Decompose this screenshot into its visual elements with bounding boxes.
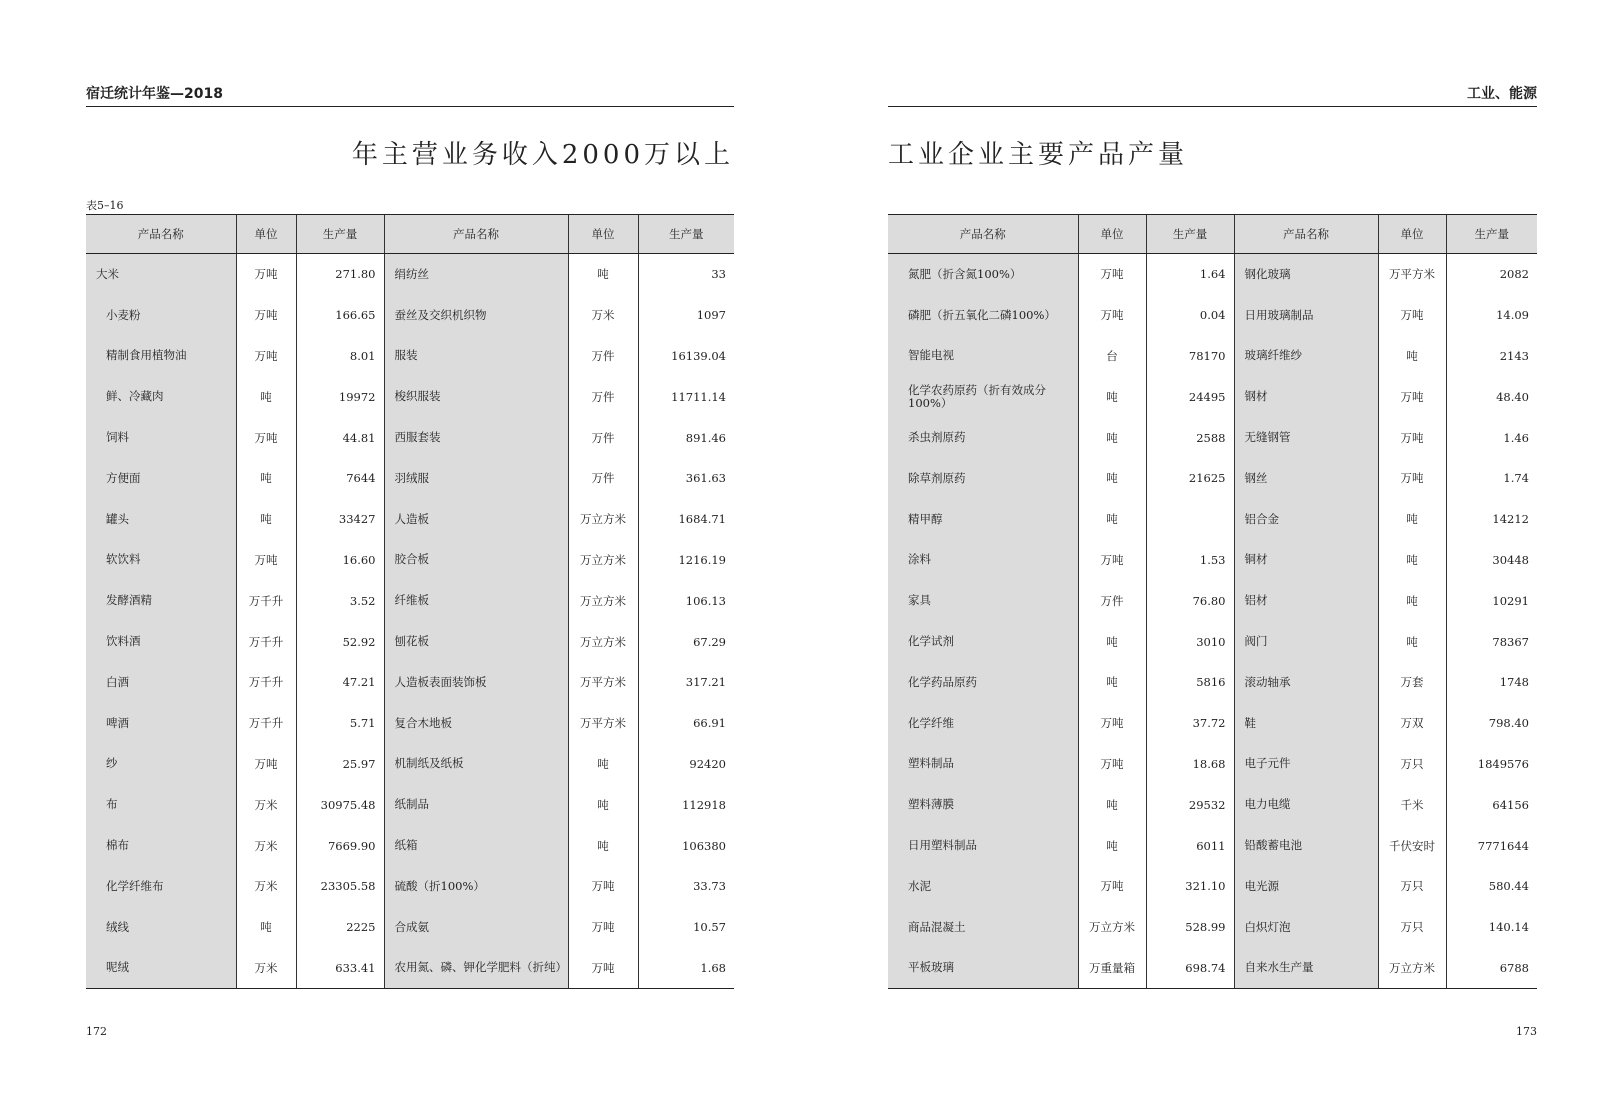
unit-cell: 万米 <box>236 784 296 825</box>
product-name-cell: 平板玻璃 <box>888 948 1078 989</box>
table-row <box>86 907 734 948</box>
unit-cell: 万立方米 <box>1078 907 1146 948</box>
output-value-cell: 30975.48 <box>296 784 384 825</box>
unit-cell: 万吨 <box>568 907 638 948</box>
table-row <box>86 703 734 744</box>
product-name-cell: 电光源 <box>1234 866 1378 907</box>
unit-cell: 万吨 <box>236 336 296 377</box>
product-name-cell: 绒线 <box>86 907 236 948</box>
output-value-cell: 29532 <box>1146 784 1234 825</box>
table-row <box>86 662 734 703</box>
product-name-cell: 无缝钢管 <box>1234 417 1378 458</box>
table-row <box>888 540 1537 581</box>
production-table-left <box>86 214 734 989</box>
col-header-output: 生产量 <box>1446 215 1537 254</box>
unit-cell: 吨 <box>1078 621 1146 662</box>
table-row <box>86 458 734 499</box>
output-value-cell: 271.80 <box>296 254 384 295</box>
product-name-cell: 化学试剂 <box>888 621 1078 662</box>
unit-cell: 千米 <box>1378 784 1446 825</box>
output-value-cell: 6011 <box>1146 825 1234 866</box>
unit-cell: 万米 <box>236 866 296 907</box>
unit-cell: 万吨 <box>236 540 296 581</box>
table-row <box>86 784 734 825</box>
unit-cell: 万立方米 <box>568 580 638 621</box>
unit-cell: 万吨 <box>568 866 638 907</box>
table-row <box>888 336 1537 377</box>
output-value-cell: 3.52 <box>296 580 384 621</box>
table-row <box>86 866 734 907</box>
col-header-product: 产品名称 <box>1234 215 1378 254</box>
product-name-cell: 刨花板 <box>384 621 568 662</box>
output-value-cell: 633.41 <box>296 948 384 989</box>
unit-cell: 吨 <box>1078 825 1146 866</box>
output-value-cell: 1748 <box>1446 662 1537 703</box>
unit-cell: 吨 <box>1078 458 1146 499</box>
unit-cell: 万吨 <box>1078 295 1146 336</box>
product-name-cell: 大米 <box>86 254 236 295</box>
unit-cell: 吨 <box>1078 417 1146 458</box>
output-value-cell: 7669.90 <box>296 825 384 866</box>
product-name-cell: 水泥 <box>888 866 1078 907</box>
table-row <box>888 458 1537 499</box>
product-name-cell: 方便面 <box>86 458 236 499</box>
table-row <box>86 744 734 785</box>
product-name-cell: 西服套装 <box>384 417 568 458</box>
output-value-cell: 10291 <box>1446 580 1537 621</box>
output-value-cell: 1684.71 <box>638 499 734 540</box>
product-name-cell: 钢材 <box>1234 376 1378 417</box>
page-number-right: 173 <box>1516 1025 1537 1038</box>
section-title: 工业、能源 <box>1467 86 1537 102</box>
unit-cell: 万吨 <box>568 948 638 989</box>
table-row <box>888 295 1537 336</box>
product-name-cell: 鞋 <box>1234 703 1378 744</box>
unit-cell: 吨 <box>1378 499 1446 540</box>
product-name-cell: 化学纤维布 <box>86 866 236 907</box>
col-header-product: 产品名称 <box>888 215 1078 254</box>
unit-cell: 万平方米 <box>1378 254 1446 295</box>
unit-cell: 万件 <box>568 376 638 417</box>
output-value-cell: 33 <box>638 254 734 295</box>
product-name-cell: 钢化玻璃 <box>1234 254 1378 295</box>
output-value-cell: 66.91 <box>638 703 734 744</box>
unit-cell: 万吨 <box>236 417 296 458</box>
output-value-cell: 1.53 <box>1146 540 1234 581</box>
output-value-cell: 1.74 <box>1446 458 1537 499</box>
unit-cell: 吨 <box>236 907 296 948</box>
page-title-right: 工业企业主要产品产量 <box>888 140 1189 170</box>
table-row <box>86 417 734 458</box>
output-value-cell: 2225 <box>296 907 384 948</box>
unit-cell: 万米 <box>236 825 296 866</box>
output-value-cell: 5.71 <box>296 703 384 744</box>
output-value-cell: 698.74 <box>1146 948 1234 989</box>
output-value-cell: 7771644 <box>1446 825 1537 866</box>
product-name-cell: 塑料薄膜 <box>888 784 1078 825</box>
unit-cell: 吨 <box>236 376 296 417</box>
product-name-cell: 罐头 <box>86 499 236 540</box>
unit-cell: 吨 <box>1078 662 1146 703</box>
unit-cell: 吨 <box>1378 336 1446 377</box>
product-name-cell: 杀虫剂原药 <box>888 417 1078 458</box>
output-value-cell: 2143 <box>1446 336 1537 377</box>
unit-cell: 万吨 <box>1078 866 1146 907</box>
table-number: 表5–16 <box>86 199 124 212</box>
output-value-cell: 78170 <box>1146 336 1234 377</box>
product-name-cell: 纱 <box>86 744 236 785</box>
unit-cell: 吨 <box>1378 621 1446 662</box>
output-value-cell: 14.09 <box>1446 295 1537 336</box>
product-name-cell: 蚕丝及交织机织物 <box>384 295 568 336</box>
output-value-cell: 580.44 <box>1446 866 1537 907</box>
unit-cell: 吨 <box>236 499 296 540</box>
unit-cell: 万米 <box>236 948 296 989</box>
product-name-cell: 呢绒 <box>86 948 236 989</box>
output-value-cell: 47.21 <box>296 662 384 703</box>
output-value-cell: 2082 <box>1446 254 1537 295</box>
unit-cell: 吨 <box>1078 784 1146 825</box>
output-value-cell: 361.63 <box>638 458 734 499</box>
product-name-cell: 精甲醇 <box>888 499 1078 540</box>
product-name-cell: 铅酸蓄电池 <box>1234 825 1378 866</box>
product-name-cell: 绢纺丝 <box>384 254 568 295</box>
unit-cell: 万吨 <box>1378 295 1446 336</box>
table-row <box>86 376 734 417</box>
output-value-cell: 3010 <box>1146 621 1234 662</box>
product-name-cell: 精制食用植物油 <box>86 336 236 377</box>
product-name-cell: 饲料 <box>86 417 236 458</box>
product-name-cell: 化学药品原药 <box>888 662 1078 703</box>
product-name-cell: 电力电缆 <box>1234 784 1378 825</box>
product-name-cell: 复合木地板 <box>384 703 568 744</box>
product-name-cell: 小麦粉 <box>86 295 236 336</box>
col-header-product: 产品名称 <box>86 215 236 254</box>
product-name-cell: 硫酸（折100%） <box>384 866 568 907</box>
table-header-row <box>86 215 734 254</box>
unit-cell: 万件 <box>568 417 638 458</box>
output-value-cell: 64156 <box>1446 784 1537 825</box>
unit-cell: 万吨 <box>1378 458 1446 499</box>
product-name-cell: 玻璃纤维纱 <box>1234 336 1378 377</box>
unit-cell: 台 <box>1078 336 1146 377</box>
product-name-cell: 饮料酒 <box>86 621 236 662</box>
output-value-cell: 1.64 <box>1146 254 1234 295</box>
unit-cell: 万吨 <box>1378 376 1446 417</box>
product-name-cell: 滚动轴承 <box>1234 662 1378 703</box>
output-value-cell: 1216.19 <box>638 540 734 581</box>
unit-cell: 吨 <box>1078 376 1146 417</box>
product-name-cell: 棉布 <box>86 825 236 866</box>
col-header-unit: 单位 <box>568 215 638 254</box>
col-header-output: 生产量 <box>638 215 734 254</box>
product-name-cell: 钢丝 <box>1234 458 1378 499</box>
table-row <box>888 417 1537 458</box>
output-value-cell: 24495 <box>1146 376 1234 417</box>
output-value-cell: 1849576 <box>1446 744 1537 785</box>
output-value-cell: 76.80 <box>1146 580 1234 621</box>
output-value-cell: 11711.14 <box>638 376 734 417</box>
output-value-cell: 37.72 <box>1146 703 1234 744</box>
table-row <box>888 744 1537 785</box>
output-value-cell: 67.29 <box>638 621 734 662</box>
unit-cell: 万千升 <box>236 703 296 744</box>
output-value-cell: 16.60 <box>296 540 384 581</box>
table-row <box>888 703 1537 744</box>
output-value-cell: 14212 <box>1446 499 1537 540</box>
running-header-right <box>888 84 1537 107</box>
output-value-cell <box>1146 499 1234 540</box>
output-value-cell: 48.40 <box>1446 376 1537 417</box>
unit-cell: 万立方米 <box>568 499 638 540</box>
product-name-cell: 化学纤维 <box>888 703 1078 744</box>
unit-cell: 万吨 <box>1378 417 1446 458</box>
unit-cell: 万吨 <box>1078 540 1146 581</box>
table-row <box>86 499 734 540</box>
product-name-cell: 软饮料 <box>86 540 236 581</box>
unit-cell: 万平方米 <box>568 662 638 703</box>
page-title-left: 年主营业务收入2000万以上 <box>351 140 734 170</box>
table-row <box>888 254 1537 295</box>
output-value-cell: 166.65 <box>296 295 384 336</box>
table-row <box>888 662 1537 703</box>
output-value-cell: 23305.58 <box>296 866 384 907</box>
output-value-cell: 92420 <box>638 744 734 785</box>
output-value-cell: 19972 <box>296 376 384 417</box>
product-name-cell: 纸箱 <box>384 825 568 866</box>
product-name-cell: 布 <box>86 784 236 825</box>
product-name-cell: 啤酒 <box>86 703 236 744</box>
unit-cell: 千伏安时 <box>1378 825 1446 866</box>
col-header-unit: 单位 <box>1378 215 1446 254</box>
unit-cell: 万吨 <box>236 744 296 785</box>
unit-cell: 万千升 <box>236 621 296 662</box>
product-name-cell: 鲜、冷藏肉 <box>86 376 236 417</box>
product-name-cell: 铝材 <box>1234 580 1378 621</box>
table-row <box>86 540 734 581</box>
table-row <box>86 336 734 377</box>
product-name-cell: 机制纸及纸板 <box>384 744 568 785</box>
table-row <box>888 907 1537 948</box>
unit-cell: 万只 <box>1378 744 1446 785</box>
output-value-cell: 52.92 <box>296 621 384 662</box>
product-name-cell: 人造板 <box>384 499 568 540</box>
unit-cell: 万只 <box>1378 866 1446 907</box>
table-row <box>86 295 734 336</box>
output-value-cell: 10.57 <box>638 907 734 948</box>
table-row <box>888 580 1537 621</box>
table-row <box>86 580 734 621</box>
table-row <box>888 376 1537 417</box>
production-table-right <box>888 214 1537 989</box>
unit-cell: 万千升 <box>236 580 296 621</box>
unit-cell: 万平方米 <box>568 703 638 744</box>
output-value-cell: 18.68 <box>1146 744 1234 785</box>
output-value-cell: 321.10 <box>1146 866 1234 907</box>
table-row <box>86 254 734 295</box>
product-name-cell: 磷肥（折五氧化二磷100%） <box>888 295 1078 336</box>
col-header-output: 生产量 <box>1146 215 1234 254</box>
product-name-cell: 自来水生产量 <box>1234 948 1378 989</box>
unit-cell: 万立方米 <box>568 621 638 662</box>
table-row <box>888 499 1537 540</box>
col-header-unit: 单位 <box>1078 215 1146 254</box>
product-name-cell: 纸制品 <box>384 784 568 825</box>
unit-cell: 万重量箱 <box>1078 948 1146 989</box>
table-row <box>888 948 1537 989</box>
unit-cell: 吨 <box>568 254 638 295</box>
product-name-cell: 发酵酒精 <box>86 580 236 621</box>
product-name-cell: 氮肥（折含氮100%） <box>888 254 1078 295</box>
table-row <box>86 825 734 866</box>
product-name-cell: 家具 <box>888 580 1078 621</box>
running-header-left <box>86 84 734 107</box>
unit-cell: 吨 <box>1078 499 1146 540</box>
table-row <box>86 621 734 662</box>
product-name-cell: 铜材 <box>1234 540 1378 581</box>
product-name-cell: 日用塑料制品 <box>888 825 1078 866</box>
product-name-cell: 日用玻璃制品 <box>1234 295 1378 336</box>
output-value-cell: 106380 <box>638 825 734 866</box>
table-header-row <box>888 215 1537 254</box>
table-row <box>888 621 1537 662</box>
product-name-cell: 人造板表面装饰板 <box>384 662 568 703</box>
product-name-cell: 合成氨 <box>384 907 568 948</box>
table-row <box>86 948 734 989</box>
output-value-cell: 140.14 <box>1446 907 1537 948</box>
col-header-output: 生产量 <box>296 215 384 254</box>
product-name-cell: 阀门 <box>1234 621 1378 662</box>
product-name-cell: 羽绒服 <box>384 458 568 499</box>
product-name-cell: 除草剂原药 <box>888 458 1078 499</box>
output-value-cell: 21625 <box>1146 458 1234 499</box>
output-value-cell: 5816 <box>1146 662 1234 703</box>
product-name-cell: 农用氮、磷、钾化学肥料（折纯） <box>384 948 568 989</box>
unit-cell: 万只 <box>1378 907 1446 948</box>
col-header-product: 产品名称 <box>384 215 568 254</box>
product-name-cell: 纤维板 <box>384 580 568 621</box>
output-value-cell: 106.13 <box>638 580 734 621</box>
unit-cell: 万吨 <box>1078 744 1146 785</box>
unit-cell: 万立方米 <box>1378 948 1446 989</box>
output-value-cell: 33.73 <box>638 866 734 907</box>
output-value-cell: 16139.04 <box>638 336 734 377</box>
unit-cell: 吨 <box>1378 540 1446 581</box>
product-name-cell: 梭织服装 <box>384 376 568 417</box>
product-name-cell: 白炽灯泡 <box>1234 907 1378 948</box>
output-value-cell: 25.97 <box>296 744 384 785</box>
unit-cell: 万双 <box>1378 703 1446 744</box>
product-name-cell: 铝合金 <box>1234 499 1378 540</box>
product-name-cell: 商品混凝土 <box>888 907 1078 948</box>
output-value-cell: 30448 <box>1446 540 1537 581</box>
output-value-cell: 1.68 <box>638 948 734 989</box>
left-page <box>86 0 734 1099</box>
unit-cell: 万套 <box>1378 662 1446 703</box>
output-value-cell: 891.46 <box>638 417 734 458</box>
table-row <box>888 825 1537 866</box>
product-name-cell: 智能电视 <box>888 336 1078 377</box>
unit-cell: 吨 <box>568 825 638 866</box>
right-page <box>888 0 1537 1099</box>
output-value-cell: 8.01 <box>296 336 384 377</box>
output-value-cell: 78367 <box>1446 621 1537 662</box>
table-row <box>888 866 1537 907</box>
output-value-cell: 2588 <box>1146 417 1234 458</box>
unit-cell: 吨 <box>236 458 296 499</box>
output-value-cell: 44.81 <box>296 417 384 458</box>
unit-cell: 万吨 <box>1078 254 1146 295</box>
yearbook-title: 宿迁统计年鉴—2018 <box>86 86 223 102</box>
unit-cell: 万件 <box>568 336 638 377</box>
page-number-left: 172 <box>86 1025 107 1038</box>
unit-cell: 万米 <box>568 295 638 336</box>
col-header-unit: 单位 <box>236 215 296 254</box>
output-value-cell: 112918 <box>638 784 734 825</box>
output-value-cell: 7644 <box>296 458 384 499</box>
unit-cell: 万吨 <box>236 254 296 295</box>
unit-cell: 万吨 <box>1078 703 1146 744</box>
product-name-cell: 白酒 <box>86 662 236 703</box>
output-value-cell: 33427 <box>296 499 384 540</box>
unit-cell: 万件 <box>568 458 638 499</box>
unit-cell: 万吨 <box>236 295 296 336</box>
unit-cell: 万件 <box>1078 580 1146 621</box>
table-row <box>888 784 1537 825</box>
product-name-cell: 涂料 <box>888 540 1078 581</box>
product-name-cell: 胶合板 <box>384 540 568 581</box>
product-name-cell: 电子元件 <box>1234 744 1378 785</box>
output-value-cell: 0.04 <box>1146 295 1234 336</box>
output-value-cell: 6788 <box>1446 948 1537 989</box>
product-name-cell: 化学农药原药（折有效成分100%） <box>888 376 1078 417</box>
unit-cell: 吨 <box>568 744 638 785</box>
unit-cell: 吨 <box>568 784 638 825</box>
unit-cell: 万立方米 <box>568 540 638 581</box>
output-value-cell: 317.21 <box>638 662 734 703</box>
output-value-cell: 798.40 <box>1446 703 1537 744</box>
unit-cell: 吨 <box>1378 580 1446 621</box>
output-value-cell: 528.99 <box>1146 907 1234 948</box>
unit-cell: 万千升 <box>236 662 296 703</box>
output-value-cell: 1097 <box>638 295 734 336</box>
output-value-cell: 1.46 <box>1446 417 1537 458</box>
product-name-cell: 塑料制品 <box>888 744 1078 785</box>
product-name-cell: 服装 <box>384 336 568 377</box>
